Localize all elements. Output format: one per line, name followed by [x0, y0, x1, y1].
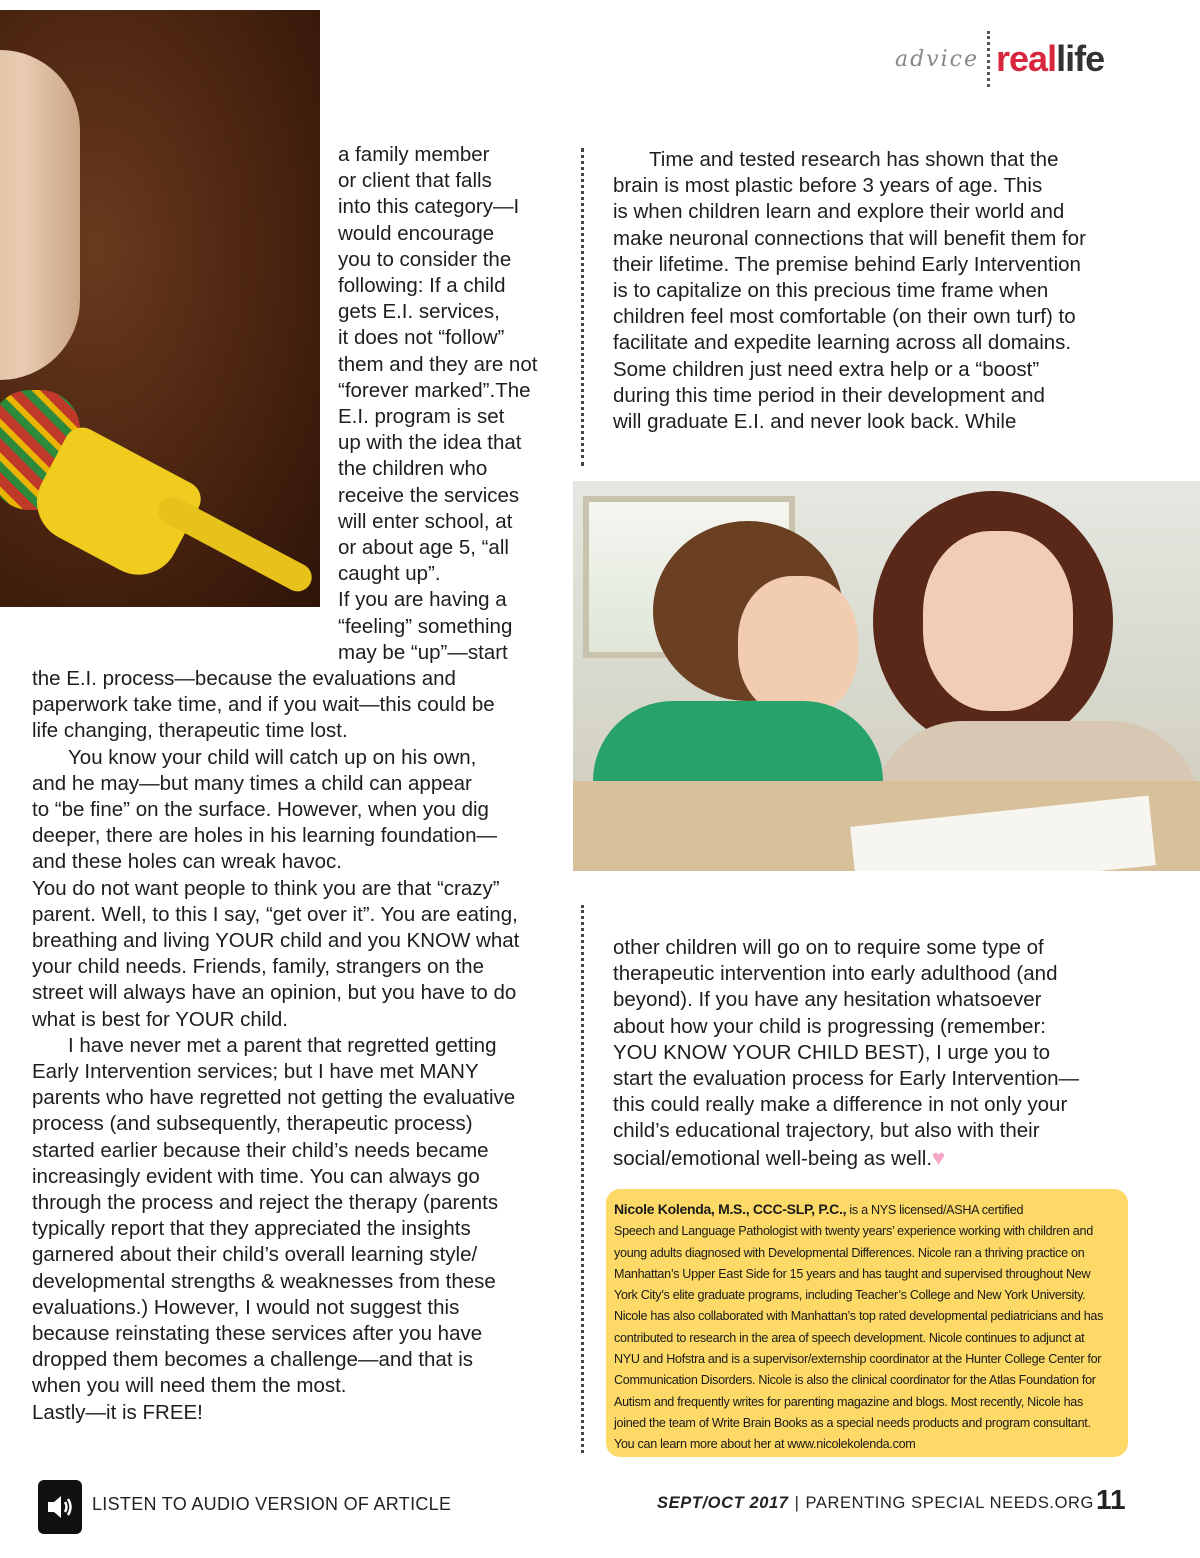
bio-line: joined the team of Write Brain Books as a special needs products and program consultant. [614, 1415, 1091, 1430]
page-footer [0, 1478, 1200, 1538]
text-line: breathing and living YOUR child and you KNOW what [32, 929, 520, 953]
text-line: during this time period in their development and [613, 383, 1045, 407]
text-line: receive the services [338, 483, 520, 507]
text-line: or client that falls [338, 169, 492, 193]
text-line: about how your child is progressing (remember: [613, 1014, 1046, 1038]
text-line: when you will need them the most. [32, 1374, 347, 1398]
text-line: process (and subsequently, therapeutic process) [32, 1112, 473, 1136]
text-line: or about age 5, “all [338, 536, 509, 560]
text-line: it does not “follow” [338, 326, 505, 350]
section-divider [987, 31, 990, 87]
text-line: typically report that they appreciated the insights [32, 1217, 471, 1241]
left-column-wide [32, 666, 567, 1426]
text-line: gets E.I. services, [338, 300, 500, 324]
bio-line: York City’s elite graduate programs, including Teacher’s College and New York University. [614, 1288, 1086, 1303]
text-line: and these holes can wreak havoc. [32, 850, 342, 874]
left-column-narrow [338, 142, 568, 666]
text-line: is when children learn and explore their world and [613, 200, 1065, 224]
author-name: Nicole Kolenda, M.S., CCC-SLP, P.C., [614, 1201, 847, 1217]
text-line: will graduate E.I. and never look back. While [613, 410, 1017, 434]
text-line: street will always have an opinion, but you have to do [32, 981, 517, 1005]
text-line: developmental strengths & weaknesses from these [32, 1269, 496, 1293]
text-line: increasingly evident with time. You can always go [32, 1164, 480, 1188]
text-line: children feel most comfortable (on their own turf) to [613, 305, 1076, 329]
text-line: child’s educational trajectory, but also with their [613, 1119, 1040, 1143]
text-line: You know your child will catch up on his own, [68, 745, 477, 769]
bio-line: young adults diagnosed with Developmental Differences. Nicole ran a thriving practice on [614, 1245, 1085, 1260]
text-line: brain is most plastic before 3 years of age. This [613, 174, 1043, 198]
text-line: evaluations.) However, I would not suggest this [32, 1295, 460, 1319]
right-column-bottom [613, 935, 1173, 1172]
site-name: PARENTING SPECIAL NEEDS.ORG [805, 1494, 1094, 1512]
text-line: facilitate and expedite learning across all domains. [613, 331, 1072, 355]
issue-date: SEPT/OCT 2017 [656, 1494, 789, 1512]
bio-line: Speech and Language Pathologist with twenty years’ experience working with children and [614, 1224, 1093, 1239]
photo-shape [0, 50, 80, 380]
text-fragment: social/emotional well-being as well. [613, 1146, 933, 1170]
bio-line: Communication Disorders. Nicole is also the clinical coordinator for the Atlas Foundation for [614, 1373, 1096, 1388]
text-line [613, 1145, 1173, 1172]
text-line: make neuronal connections that will benefit them for [613, 226, 1086, 250]
text-line: parents who have regretted not getting the evaluative [32, 1086, 516, 1110]
text-line: deeper, there are holes in his learning foundation— [32, 824, 497, 848]
child-toy-photo [0, 10, 320, 607]
text-line: the children who [338, 457, 488, 481]
text-line: you to consider the [338, 247, 512, 271]
teacher-child-photo [573, 481, 1200, 871]
section-tag [895, 34, 1104, 84]
bio-line: Autism and frequently writes for parenting magazine and blogs. Most recently, Nicole has [614, 1394, 1083, 1409]
text-line: would encourage [338, 221, 495, 245]
photo-shape [738, 576, 858, 716]
text-line: and he may—but many times a child can appear [32, 771, 472, 795]
text-line: paperwork take time, and if you wait—this could be [32, 693, 495, 717]
text-line: Some children just need extra help or a “boost” [613, 357, 1040, 381]
photo-shape [923, 531, 1073, 711]
text-line: caught up”. [338, 562, 441, 586]
text-line: may be “up”—start [338, 640, 508, 664]
column-divider-top [581, 148, 584, 466]
bio-line: Nicole has also collaborated with Manhattan’s top rated developmental pediatricians and has [614, 1309, 1104, 1324]
text-line: “forever marked”.The [338, 378, 531, 402]
bio-line: You can learn more about her at www.nicolekolenda.com [614, 1437, 916, 1452]
column-divider-bottom [581, 905, 584, 1453]
issue-info [657, 1494, 1094, 1513]
text-line: their lifetime. The premise behind Early Intervention [613, 252, 1081, 276]
text-line: parent. Well, to this I say, “get over it”. You are eating, [32, 902, 518, 926]
text-line: through the process and reject the therapy (parents [32, 1191, 499, 1215]
page-number: 11 [1096, 1484, 1126, 1515]
section-real: real [996, 38, 1057, 79]
text-line: up with the idea that [338, 431, 522, 455]
bio-line: NYU and Hofstra and is a supervisor/externship coordinator at the Hunter College Center for [614, 1352, 1102, 1367]
text-line: Lastly—it is FREE! [32, 1400, 203, 1424]
text-line: them and they are not [338, 352, 538, 376]
text-line: into this category—I [338, 195, 520, 219]
text-line: therapeutic intervention into early adulthood (and [613, 962, 1058, 986]
audio-link[interactable]: LISTEN TO AUDIO VERSION OF ARTICLE [92, 1494, 452, 1514]
text-line: Early Intervention services; but I have met MANY [32, 1060, 479, 1084]
text-line: following: If a child [338, 274, 506, 298]
text-line: You do not want people to think you are that “crazy” [32, 876, 500, 900]
bio-line: Manhattan’s Upper East Side for 15 years and has taught and supervised throughout New [614, 1266, 1091, 1281]
text-line: garnered about their child’s overall learning style/ [32, 1243, 478, 1267]
text-line: “feeling” something [338, 614, 513, 638]
text-line: a family member [338, 143, 490, 166]
bio-line: contributed to research in the area of speech development. Nicole continues to adjunct at [614, 1330, 1085, 1345]
text-line: your child needs. Friends, family, strangers on the [32, 955, 484, 979]
text-line: YOU KNOW YOUR CHILD BEST), I urge you to [613, 1040, 1051, 1064]
text-line: E.I. program is set [338, 405, 505, 429]
text-line: this could really make a difference in not only your [613, 1093, 1068, 1117]
heart-icon: ♥ [932, 1144, 946, 1170]
bio-line: is a NYS licensed/ASHA certified [846, 1203, 1024, 1217]
text-line: to “be fine” on the surface. However, when you dig [32, 798, 489, 822]
text-line: what is best for YOUR child. [32, 1007, 288, 1031]
footer-separator: | [794, 1494, 800, 1512]
text-line: beyond). If you have any hesitation whatsoever [613, 988, 1042, 1012]
text-line: will enter school, at [338, 509, 513, 533]
text-line: Time and tested research has shown that the [649, 148, 1059, 171]
text-line: other children will go on to require some type of [613, 936, 1044, 959]
text-line: If you are having a [338, 588, 507, 612]
text-line: started earlier because their child’s needs became [32, 1138, 489, 1162]
text-line: I have never met a parent that regretted getting [68, 1033, 497, 1057]
author-bio-box [606, 1189, 1128, 1457]
text-line: start the evaluation process for Early Intervention— [613, 1067, 1080, 1091]
text-line: dropped them becomes a challenge—and that is [32, 1348, 474, 1372]
text-line: is to capitalize on this precious time frame when [613, 279, 1049, 303]
text-line: the E.I. process—because the evaluations and [32, 667, 456, 690]
speaker-icon [44, 1491, 76, 1523]
right-column-top [613, 147, 1173, 435]
section-life: life [1056, 38, 1105, 79]
audio-button[interactable] [38, 1480, 82, 1534]
text-line: because reinstating these services after you have [32, 1322, 483, 1346]
text-line: life changing, therapeutic time lost. [32, 719, 348, 743]
section-advice: advice [895, 46, 980, 72]
